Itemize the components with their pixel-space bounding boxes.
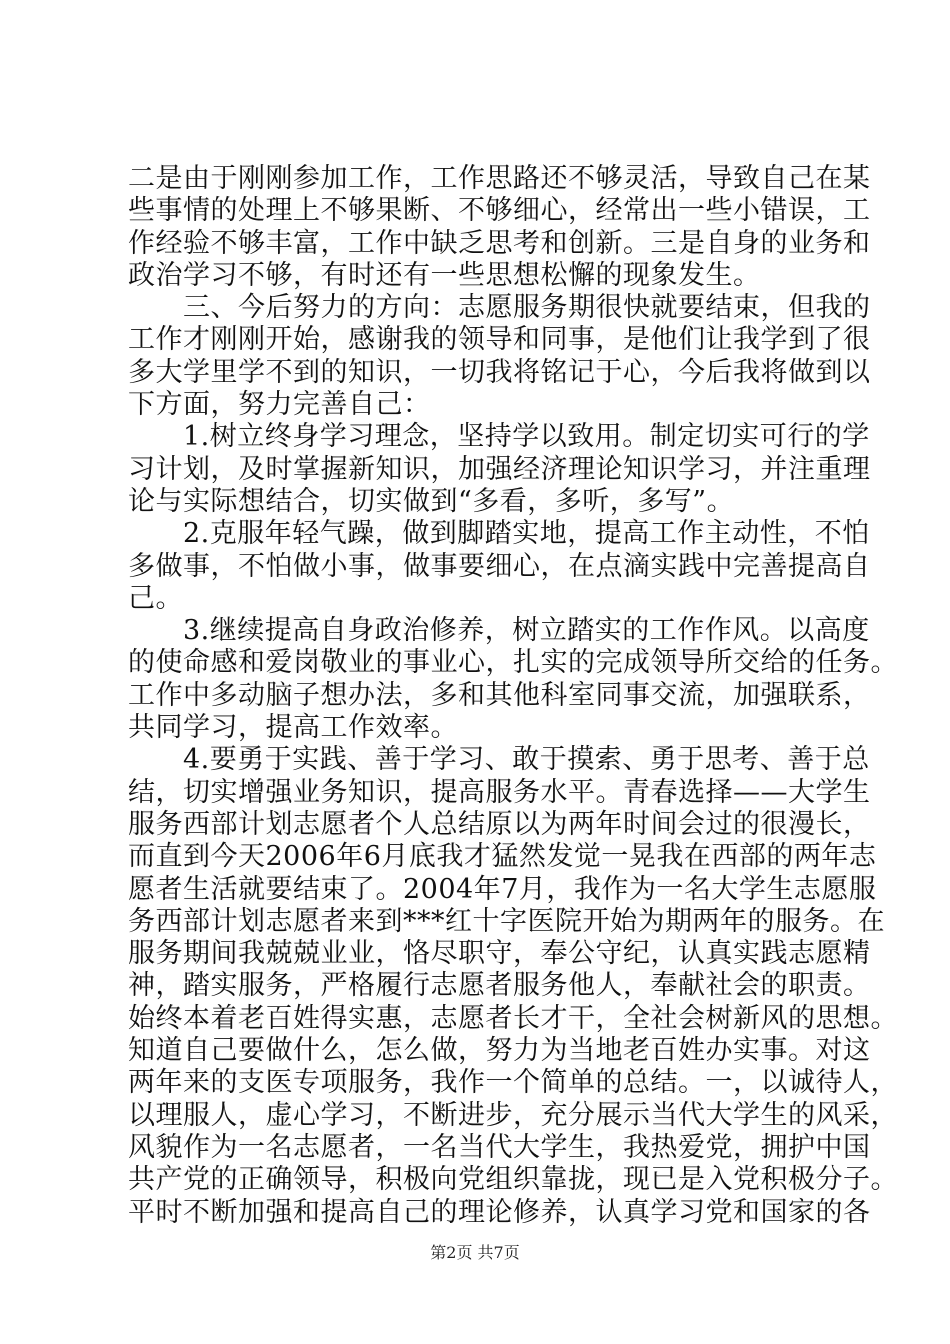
text-line: 共同学习，提高工作效率。 [128, 712, 458, 744]
text-line: 风貌作为一名志愿者，一名当代大学生，我热爱党，拥护中国 [128, 1131, 871, 1163]
text-line: 多大学里学不到的知识，一切我将铭记于心，今后我将做到以 [128, 356, 871, 388]
text-line: 些事情的处理上不够果断、不够细心，经常出一些小错误，工 [128, 195, 871, 227]
text-line: 两年来的支医专项服务，我作一个简单的总结。一，以诚待人， [128, 1067, 898, 1099]
text-line: 工作才刚刚开始，感谢我的领导和同事，是他们让我学到了很 [128, 324, 871, 356]
text-line: 作经验不够丰富，工作中缺乏思考和创新。三是自身的业务和 [128, 227, 871, 259]
text-line: 服务期间我兢兢业业，恪尽职守，奉公守纪，认真实践志愿精 [128, 938, 871, 970]
text-line: 论与实际想结合，切实做到“多看，多听，多写”。 [128, 485, 735, 517]
text-line: 平时不断加强和提高自己的理论修养，认真学习党和国家的各 [128, 1196, 871, 1228]
text-line: 工作中多动脑子想办法，多和其他科室同事交流，加强联系， [128, 679, 871, 711]
text-line: 服务西部计划志愿者个人总结原以为两年时间会过的很漫长， [128, 808, 871, 840]
text-line: 习计划，及时掌握新知识，加强经济理论知识学习，并注重理 [128, 453, 871, 485]
text-line: 而直到今天2006年6月底我才猛然发觉一晃我在西部的两年志 [128, 841, 877, 873]
text-line: 务西部计划志愿者来到***红十字医院开始为期两年的服务。在 [128, 905, 885, 937]
text-line: 政治学习不够，有时还有一些思想松懈的现象发生。 [128, 259, 761, 291]
text-line: 下方面，努力完善自己： [128, 389, 431, 421]
document-body [128, 163, 898, 1229]
text-line: 共产党的正确领导，积极向党组织靠拢，现已是入党积极分子。 [128, 1164, 898, 1196]
text-line: 三、今后努力的方向：志愿服务期很快就要结束，但我的 [128, 292, 871, 324]
text-line: 神，踏实服务，严格履行志愿者服务他人，奉献社会的职责。 [128, 970, 871, 1002]
text-line: 4.要勇于实践、善于学习、敢于摸索、勇于思考、善于总 [128, 744, 870, 776]
text-line: 以理服人，虚心学习，不断进步，充分展示当代大学生的风采， [128, 1099, 898, 1131]
text-line: 二是由于刚刚参加工作，工作思路还不够灵活，导致自己在某 [128, 163, 871, 194]
text-line: 知道自己要做什么，怎么做，努力为当地老百姓办实事。对这 [128, 1035, 871, 1067]
text-line: 愿者生活就要结束了。2004年7月，我作为一名大学生志愿服 [128, 873, 877, 905]
text-line: 结，切实增强业务知识，提高服务水平。青春选择——大学生 [128, 776, 871, 808]
text-line: 1.树立终身学习理念，坚持学以致用。制定切实可行的学 [128, 421, 870, 453]
text-line: 始终本着老百姓得实惠，志愿者长才干，全社会树新风的思想。 [128, 1002, 898, 1034]
text-line: 3.继续提高自身政治修养，树立踏实的工作作风。以高度 [128, 615, 870, 647]
text-line: 2.克服年轻气躁，做到脚踏实地，提高工作主动性，不怕 [128, 518, 870, 550]
text-line: 多做事，不怕做小事，做事要细心，在点滴实践中完善提高自 [128, 550, 871, 582]
page-number-footer: 第2页 共7页 [430, 1243, 520, 1262]
text-line: 己。 [128, 582, 183, 614]
text-line: 的使命感和爱岗敬业的事业心，扎实的完成领导所交给的任务。 [128, 647, 898, 679]
